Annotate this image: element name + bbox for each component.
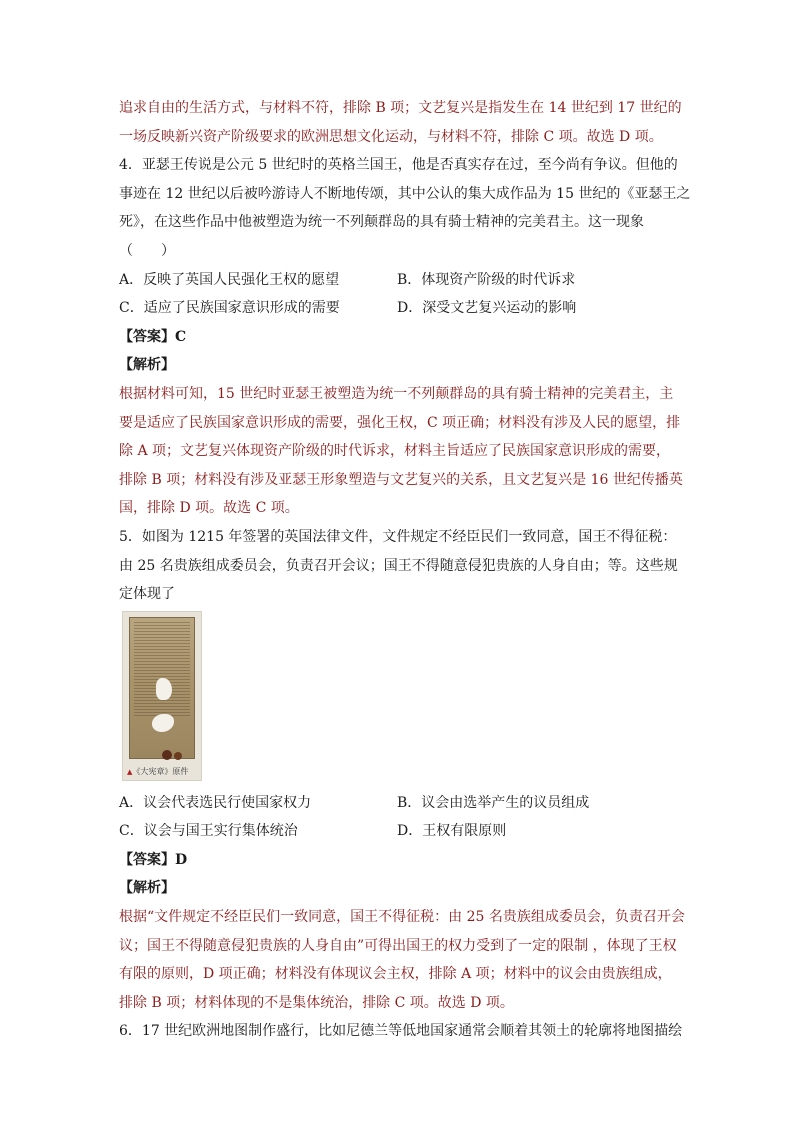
q4-answer: 【答案】C xyxy=(119,328,187,345)
q4-analysis-line: 除 A 项；文艺复兴体现资产阶级的时代诉求，材料主旨适应了民族国家意识形成的需要， xyxy=(119,443,671,460)
parchment-damage xyxy=(152,714,174,732)
q4-stem-line: 事迹在 12 世纪以后被吟游诗人不断地传颂，其中公认的集大成作品为 15 世纪的《亚瑟王之 xyxy=(119,185,691,202)
q5-option-a: A．议会代表选民行使国家权力 xyxy=(119,794,312,811)
q5-stem-line: 定体现了 xyxy=(119,586,175,603)
q5-stem-line: 由 25 名贵族组成委员会，负责召开会议；国王不得随意侵犯贵族的人身自由；等。这些规 xyxy=(119,557,678,574)
q5-analysis-line: 有限的原则，D 项正确；材料没有体现议会主权，排除 A 项；材料中的议会由贵族组成， xyxy=(119,966,672,983)
q3-analysis-line: 一场反映新兴资产阶级要求的欧洲思想文化运动，与材料不符，排除 C 项。故选 D 项。 xyxy=(119,128,663,145)
q4-answer-blank: （ ） xyxy=(119,242,175,259)
q5-analysis-line: 排除 B 项；材料体现的不是集体统治，排除 C 项。故选 D 项。 xyxy=(119,994,514,1011)
wax-seal xyxy=(174,752,182,760)
q3-analysis-line: 追求自由的生活方式，与材料不符，排除 B 项；文艺复兴是指发生在 14 世纪到 17 世纪的 xyxy=(119,100,682,116)
q5-option-c: C．议会与国王实行集体统治 xyxy=(119,823,298,840)
q4-option-d: D．深受文艺复兴运动的影响 xyxy=(397,300,577,317)
q5-answer: 【答案】D xyxy=(119,851,188,868)
q5-analysis-heading: 【解析】 xyxy=(119,880,175,897)
q5-stem-line: 5．如图为 1215 年签署的英国法律文件，文件规定不经臣民们一致同意，国王不得征税： xyxy=(119,528,677,545)
parchment-damage xyxy=(156,678,172,700)
q4-option-a: A．反映了英国人民强化王权的愿望 xyxy=(119,271,340,288)
wax-seal xyxy=(162,750,172,760)
q4-options-row-2 xyxy=(119,294,679,323)
q4-analysis-line: 要是适应了民族国家意识形成的需要，强化王权，C 项正确；材料没有涉及人民的愿望，排 xyxy=(119,414,681,431)
q4-analysis-line: 排除 B 项；材料没有涉及亚瑟王形象塑造与文艺复兴的关系，且文艺复兴是 16 世纪传播英 xyxy=(119,471,683,488)
q4-analysis-line: 国，排除 D 项。故选 C 项。 xyxy=(119,500,299,517)
q4-analysis-line: 根据材料可知，15 世纪时亚瑟王被塑造为统一不列颠群岛的具有骑士精神的完美君主，主 xyxy=(119,385,674,402)
parchment-script xyxy=(134,622,190,718)
q4-option-b: B．体现资产阶级的时代诉求 xyxy=(397,271,576,288)
q4-option-c: C．适应了民族国家意识形成的需要 xyxy=(119,300,340,317)
q4-analysis-heading: 【解析】 xyxy=(119,357,175,374)
q5-option-d: D．王权有限原则 xyxy=(397,823,507,840)
q5-options-row-1 xyxy=(119,789,679,818)
magna-carta-image xyxy=(122,611,202,781)
caption-triangle-icon: ▲ xyxy=(127,767,133,776)
q5-option-b: B．议会由选举产生的议员组成 xyxy=(397,794,590,811)
figure-caption-text: 《大宪章》原件 xyxy=(132,766,189,776)
figure-caption xyxy=(127,766,188,777)
q5-analysis-line: 议；国王不得随意侵犯贵族的人身自由”可得出国王的权力受到了一定的限制 ，体现了王权 xyxy=(119,937,677,954)
q4-stem-line: 死》，在这些作品中他被塑造为统一不列颠群岛的具有骑士精神的完美君主。这一现象 xyxy=(119,214,644,231)
q5-options-row-2 xyxy=(119,817,679,846)
q4-stem-line: 4．亚瑟王传说是公元 5 世纪时的英格兰国王，他是否真实存在过，至今尚有争议。但他的 xyxy=(119,157,678,174)
q4-options-row-1 xyxy=(119,266,679,295)
parchment-document xyxy=(129,617,195,759)
q5-analysis-line: 根据“文件规定不经臣民们一致同意，国王不得征税：由 25 名贵族组成委员会，负责召开会 xyxy=(119,909,685,926)
q6-stem-line: 6．17 世纪欧洲地图制作盛行，比如尼德兰等低地国家通常会顺着其领土的轮廓将地图描绘 xyxy=(119,1023,683,1040)
document-page xyxy=(119,94,691,1046)
